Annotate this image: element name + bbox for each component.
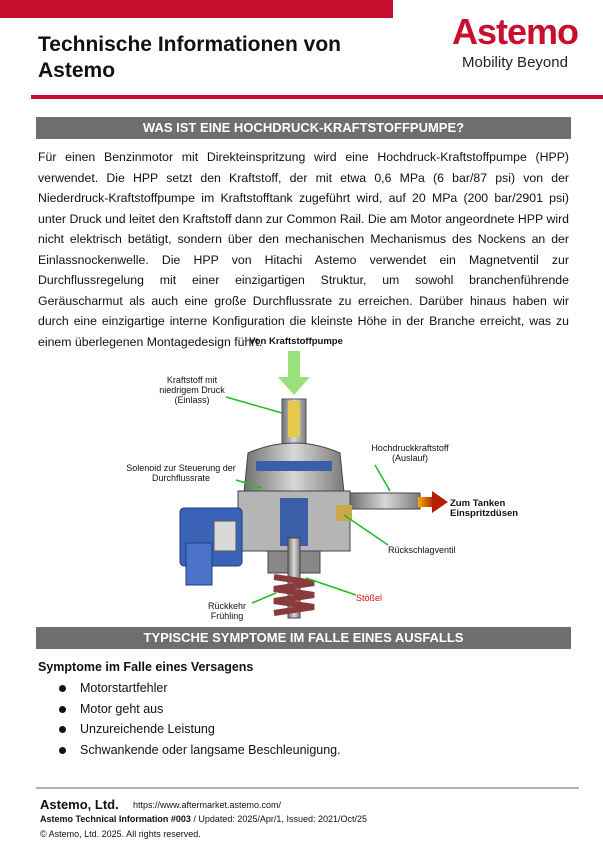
section-heading-hpp: WAS IST EINE HOCHDRUCK-KRAFTSTOFFPUMPE? bbox=[36, 117, 571, 139]
page-title bbox=[38, 32, 408, 84]
solenoid-connector bbox=[186, 543, 212, 585]
outlet-pipe bbox=[350, 493, 420, 509]
footer-doc-info bbox=[40, 814, 367, 824]
list-item bbox=[56, 719, 341, 740]
label-from-pump: Von Kraftstoffpumpe bbox=[249, 336, 343, 347]
inlet-arrow-head bbox=[278, 377, 310, 395]
intro-paragraph: Für einen Benzinmotor mit Direkteinspritzung wird eine Hochdruck-Kraftstoffpumpe (HPP) verwendet. Die HPP setzt den Kraftstoff, der mit etwa 0,6 MPa (6 bar/87 psi) von der Niederdruck-Kraftstoffpumpe im Kraftstofftank zugeführt wird, auf 20 MPa (200 bar/2901 psi) unter Druck und leitet den Kraftstoff dann zur Common Rail. Die am Motor angeordnete HPP wird nicht elektrisch betätigt, sondern über den mechanischen Mechanismus des Nockens an der Einlassnockenwelle. Die HPP von Hitachi Astemo verwendet ein Magnetventil zur Durchflussregelung mit einer einzigartigen Struktur, um sowohl branchenführende Geräuscharmut als auch eine große Durchflussrate zu erreichen. Darüber hinaus haben wir durch eine einzigartige interne Konfiguration die kleinste Höhe in der Branche erreicht, was zu einem überlegenen Montagedesign führt. bbox=[38, 150, 569, 349]
bullet-icon bbox=[59, 747, 66, 754]
section-heading-symptoms: TYPISCHE SYMPTOME IM FALLE EINES AUSFALLS bbox=[36, 627, 571, 649]
bullet-icon bbox=[59, 726, 66, 733]
return-spring bbox=[274, 577, 314, 613]
top-accent-bar bbox=[0, 0, 393, 18]
footer-url-link[interactable]: https://www.aftermarket.astemo.com/ bbox=[133, 800, 282, 810]
symptom-text: Motorstartfehler bbox=[80, 681, 168, 695]
symptom-text: Unzureichende Leistung bbox=[80, 722, 215, 736]
symptoms-subheading: Symptome im Falle eines Versagens bbox=[38, 660, 254, 674]
page-title-line2: Astemo bbox=[38, 59, 116, 82]
bullet-icon bbox=[59, 685, 66, 692]
footer-copyright: © Astemo, Ltd. 2025. All rights reserved. bbox=[40, 829, 201, 839]
leader-check-valve bbox=[344, 515, 388, 545]
solenoid-coil bbox=[214, 521, 236, 551]
leader-outlet bbox=[375, 465, 390, 491]
label-check-valve: Rückschlagventil bbox=[388, 545, 456, 555]
label-spring: Rückkehr Frühling bbox=[207, 601, 246, 621]
astemo-logo bbox=[440, 12, 590, 72]
hpp-diagram bbox=[118, 333, 538, 623]
footer-divider bbox=[36, 787, 579, 789]
damper-chamber bbox=[256, 461, 332, 471]
output-arrow-head bbox=[432, 491, 448, 513]
inlet-arrow-shaft bbox=[288, 351, 300, 379]
output-arrow-shaft bbox=[418, 497, 434, 507]
leader-inlet bbox=[226, 397, 282, 413]
page-title-line1: Technische Informationen von bbox=[38, 33, 341, 56]
label-to-tank: Zum Tanken Einspritzdüsen bbox=[450, 498, 519, 519]
symptom-list bbox=[56, 678, 341, 760]
footer-company: Astemo, Ltd. bbox=[40, 797, 119, 812]
label-outlet: Hochdruckkraftstoff (Auslauf) bbox=[371, 443, 449, 463]
symptom-text: Motor geht aus bbox=[80, 701, 164, 716]
label-plunger: Stößel bbox=[356, 593, 383, 603]
logo-tagline: Mobility Beyond bbox=[462, 54, 568, 71]
symptom-text: Schwankende oder langsame Beschleunigung. bbox=[80, 742, 341, 757]
list-item bbox=[56, 678, 341, 699]
inlet-filter bbox=[288, 401, 300, 437]
logo-wordmark: Astemo bbox=[451, 11, 579, 52]
footer-doc-id: Astemo Technical Information #003 bbox=[40, 814, 191, 824]
list-item bbox=[56, 740, 341, 761]
bullet-icon bbox=[59, 706, 66, 713]
footer-doc-dates: / Updated: 2025/Apr/1, Issued: 2021/Oct/25 bbox=[190, 814, 367, 824]
label-solenoid: Solenoid zur Steuerung der Durchflussrate bbox=[126, 463, 236, 483]
label-inlet: Kraftstoff mit niedrigem Druck (Einlass) bbox=[159, 375, 225, 405]
leader-spring bbox=[252, 593, 276, 603]
title-divider bbox=[31, 95, 603, 99]
list-item bbox=[56, 699, 341, 720]
